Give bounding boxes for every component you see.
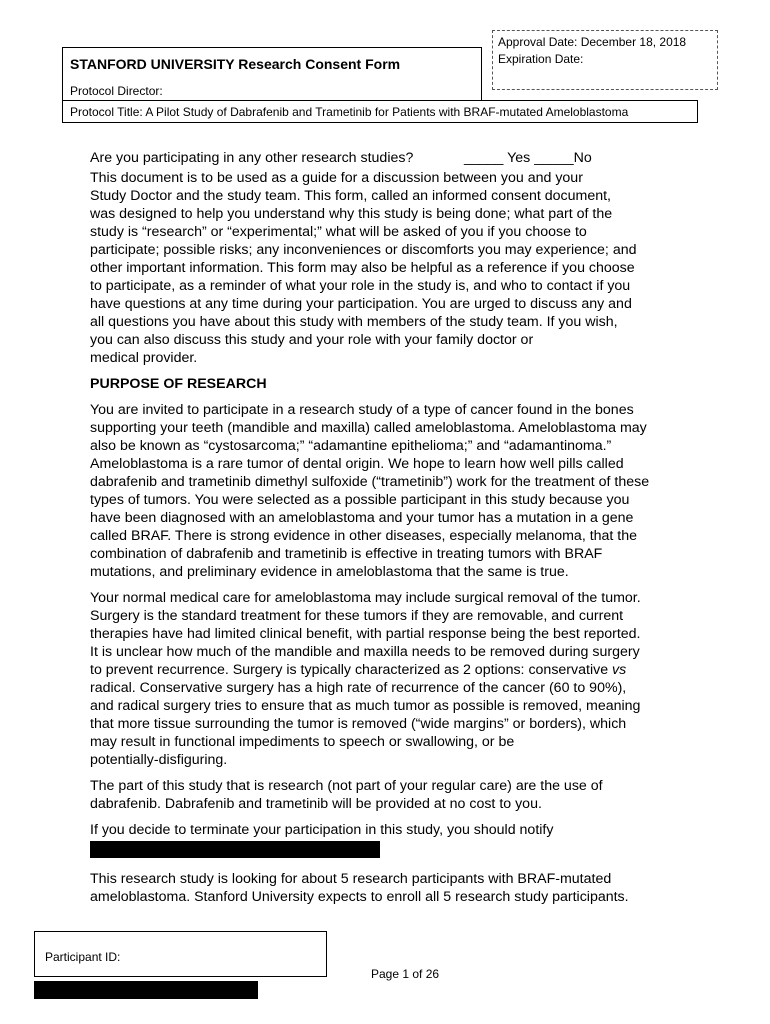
text-line: and radical surgery tries to ensure that as much tumor as possible is removed, meaning xyxy=(90,698,641,714)
consent-body xyxy=(90,149,700,914)
text-line: dabrafenib. Dabrafenib and trametinib will be provided at no cost to you. xyxy=(90,796,542,812)
text-line: You are invited to participate in a research study of a type of cancer found in the bones xyxy=(90,402,634,418)
text-line: Your normal medical care for ameloblastoma may include surgical removal of the tumor. xyxy=(90,590,641,606)
intro-paragraph xyxy=(90,169,700,367)
text-line: medical provider. xyxy=(90,350,198,366)
text-line: may result in functional impediments to speech or swallowing, or be xyxy=(90,734,515,750)
other-studies-question xyxy=(90,149,700,167)
expiration-date: Expiration Date: xyxy=(498,52,584,66)
text-line: have questions at any time during your participation. You are urged to discuss any and xyxy=(90,296,632,312)
text-line: The part of this study that is research (not part of your regular care) are the use of xyxy=(90,778,603,794)
text-line: If you decide to terminate your participation in this study, you should notify xyxy=(90,822,554,838)
approval-box xyxy=(492,30,718,90)
text-line: study is “research” or “experimental;” what will be asked of you if you choose to xyxy=(90,224,587,240)
approval-date: Approval Date: December 18, 2018 xyxy=(498,35,687,49)
text-line: to prevent recurrence. Surgery is typically characterized as 2 options: conservative vs xyxy=(90,662,627,678)
page-number: Page 1 of 26 xyxy=(371,967,440,981)
text-line: It is unclear how much of the mandible and maxilla needs to be removed during surgery xyxy=(90,644,640,660)
form-title-box xyxy=(62,47,482,101)
protocol-title: Protocol Title: A Pilot Study of Dabrafenib and Trametinib for Patients with BRAF-mutated Ameloblastoma xyxy=(70,105,629,119)
enroll-paragraph xyxy=(90,870,700,906)
text-line: have been diagnosed with an ameloblastoma and your tumor has a mutation in a gene xyxy=(90,510,634,526)
text-line: Ameloblastoma is a rare tumor of dental origin. We hope to learn how well pills called xyxy=(90,456,624,472)
text-line: to participate, as a reminder of what your role in the study is, and who to contact if you xyxy=(90,278,631,294)
text-line: participate; possible risks; any inconveniences or discomforts you may experience; and xyxy=(90,242,637,258)
text-line: ameloblastoma. Stanford University expects to enroll all 5 research study participants. xyxy=(90,889,629,905)
text-line: types of tumors. You were selected as a possible participant in this study because you xyxy=(90,492,630,508)
form-title: STANFORD UNIVERSITY Research Consent Form xyxy=(70,56,401,72)
text-line: called BRAF. There is strong evidence in other diseases, especially melanoma, that the xyxy=(90,528,638,544)
terminate-paragraph xyxy=(90,821,700,839)
text-line: dabrafenib and trametinib dimethyl sulfoxide (“trametinib”) work for the treatment of these xyxy=(90,474,650,490)
text-line: supporting your teeth (mandible and maxilla) called ameloblastoma. Ameloblastoma may xyxy=(90,420,647,436)
purpose-paragraph xyxy=(90,401,700,581)
text-line: all questions you have about this study with members of the study team. If you wish, xyxy=(90,314,618,330)
text-line: therapies have had limited clinical benefit, with partial response being the best reported. xyxy=(90,626,641,642)
text-line: potentially-disfiguring. xyxy=(90,752,228,768)
protocol-director: Protocol Director: xyxy=(70,84,163,98)
participant-id-label: Participant ID: xyxy=(45,950,121,964)
yes-no-blanks: _____ Yes _____No xyxy=(464,150,592,166)
redacted-contact xyxy=(90,841,380,858)
text-line: Surgery is the standard treatment for these tumors if they are removable, and current xyxy=(90,608,624,624)
purpose-heading: PURPOSE OF RESEARCH xyxy=(90,376,267,392)
research-part-paragraph xyxy=(90,777,700,813)
text-line: that more tissue surrounding the tumor is removed (“wide margins” or borders), which xyxy=(90,716,627,732)
text-line: radical. Conservative surgery has a high rate of recurrence of the cancer (60 to 90%), xyxy=(90,680,627,696)
text-line: Study Doctor and the study team. This form, called an informed consent document, xyxy=(90,188,612,204)
question-text: Are you participating in any other research studies? xyxy=(90,150,414,166)
protocol-title-box xyxy=(62,100,698,123)
text-line: This document is to be used as a guide for a discussion between you and your xyxy=(90,170,583,186)
normal-care-paragraph xyxy=(90,589,700,769)
text-line: mutations, and preliminary evidence in ameloblastoma that the same is true. xyxy=(90,564,569,580)
participant-id-box xyxy=(34,931,327,977)
text-line: you can also discuss this study and your role with your family doctor or xyxy=(90,332,534,348)
text-line: combination of dabrafenib and trametinib is effective in treating tumors with BRAF xyxy=(90,546,603,562)
redacted-footer xyxy=(34,981,258,999)
text-line: also be known as “cystosarcoma;” “adamantine epithelioma;” and “adamantinoma.” xyxy=(90,438,612,454)
text-line: other important information. This form may also be helpful as a reference if you choose xyxy=(90,260,635,276)
text-line: This research study is looking for about 5 research participants with BRAF-mutated xyxy=(90,871,612,887)
text-line: was designed to help you understand why this study is being done; what part of the xyxy=(90,206,613,222)
